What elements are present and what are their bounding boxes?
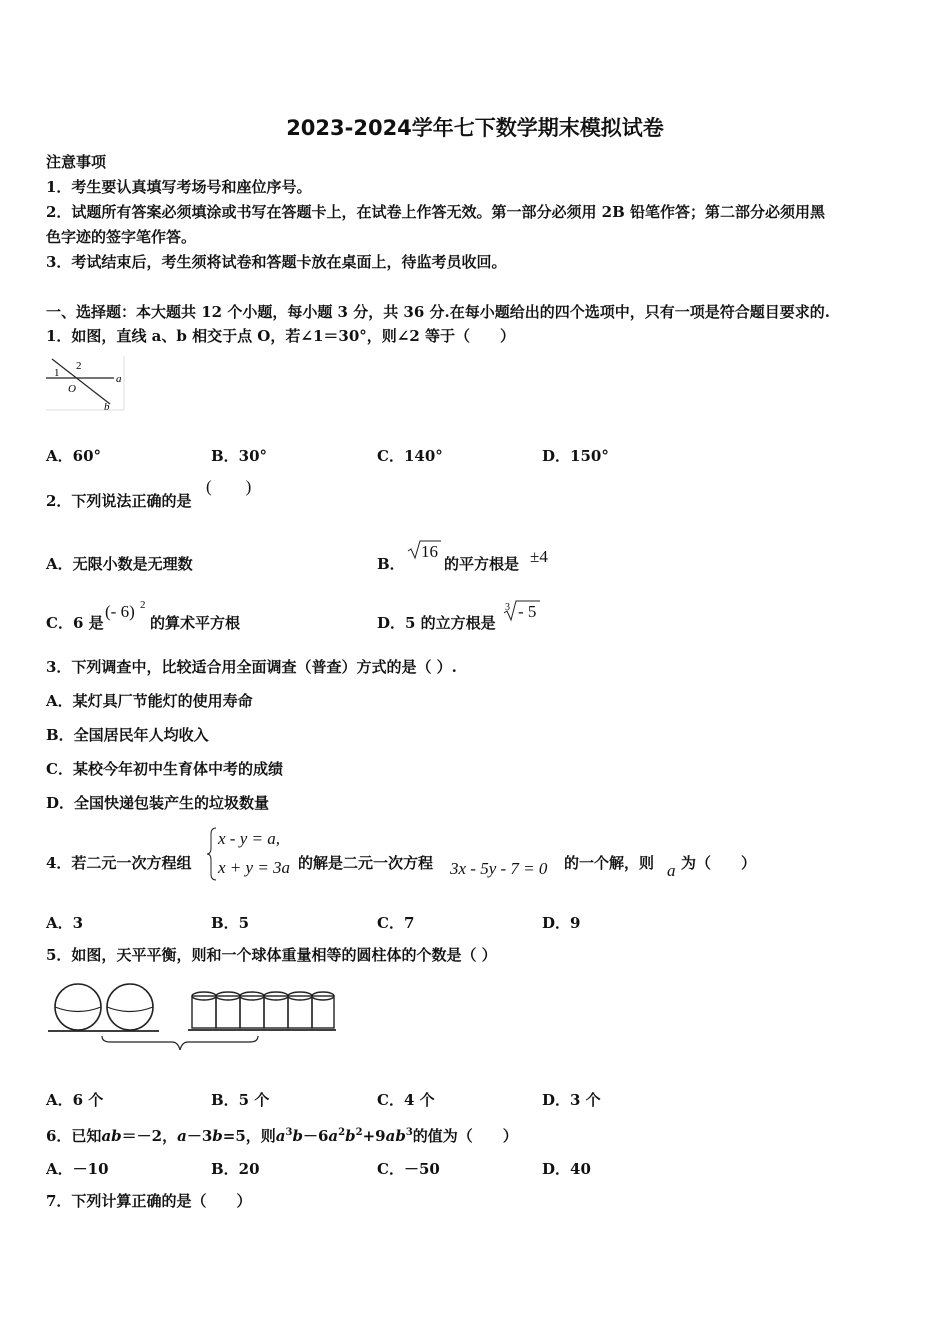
label-o: O xyxy=(68,383,76,395)
q3-option-a: A．某灯具厂节能灯的使用寿命 xyxy=(46,692,253,710)
page-title: 2023-2024学年七下数学期末模拟试卷 xyxy=(286,116,664,140)
label-a: a xyxy=(116,373,122,385)
cylinder-icon xyxy=(312,996,334,1028)
q5-option-b: B．5 个 xyxy=(211,1091,270,1109)
label-2: 2 xyxy=(76,360,82,372)
q5-option-c: C．4 个 xyxy=(377,1091,435,1109)
q2-c-exponent: 2 xyxy=(140,599,146,611)
q1-option-b: B．30° xyxy=(211,447,268,465)
system-brace xyxy=(206,826,218,882)
cylinder-icon xyxy=(288,996,312,1028)
q4-post: 的一个解，则 xyxy=(564,854,655,872)
q2-option-d: D．5 的立方根是 xyxy=(377,614,496,632)
cylinders xyxy=(192,992,334,1028)
q1-option-c: C．140° xyxy=(377,447,443,465)
question-1-stem: 1．如图，直线 a、b 相交于点 O，若∠1＝30°，则∠2 等于（ ） xyxy=(46,327,515,345)
notice-heading: 注意事项 xyxy=(46,153,107,171)
q4-variable: a xyxy=(667,861,676,880)
q2-d-index: 3 xyxy=(505,602,510,613)
q5-option-a: A．6 个 xyxy=(46,1091,104,1109)
q6-option-d: D．40 xyxy=(542,1160,591,1178)
question-2-paren: ( ) xyxy=(206,477,252,496)
label-1: 1 xyxy=(54,367,60,379)
q2-b-value: ±4 xyxy=(530,547,548,566)
q2-option-c: C．6 是 xyxy=(46,614,104,632)
cylinder-icon xyxy=(216,996,240,1028)
q3-option-c: C．某校今年初中生育体中考的成绩 xyxy=(46,760,283,778)
q6-option-a: A．－10 xyxy=(46,1160,109,1178)
q1-option-a: A．60° xyxy=(46,447,102,465)
question-7-stem: 7．下列计算正确的是（ ） xyxy=(46,1192,252,1210)
label-b: b xyxy=(104,401,110,412)
section-heading: 一、选择题：本大题共 12 个小题，每小题 3 分，共 36 分.在每小题给出的四个选项中，只有一项是符合题目要求的. xyxy=(46,303,830,321)
notice-item: 1．考生要认真填写考场号和座位序号。 xyxy=(46,178,312,196)
sphere-icon xyxy=(107,984,153,1030)
q4-equation-1: x - y = a, xyxy=(218,829,280,848)
q3-option-b: B．全国居民年人均收入 xyxy=(46,726,209,744)
q2-c-base: (- 6) xyxy=(105,602,135,621)
q1-option-d: D．150° xyxy=(542,447,609,465)
sphere-icon xyxy=(55,984,101,1030)
q2-d-radicand: - 5 xyxy=(518,602,537,621)
notice-item: 3．考试结束后，考生须将试卷和答题卡放在桌面上，待监考员收回。 xyxy=(46,253,507,271)
q2-c-text: 的算术平方根 xyxy=(150,614,241,632)
balance-figure xyxy=(44,982,338,1054)
cylinder-icon xyxy=(264,996,288,1028)
question-3-stem: 3．下列调查中，比较适合用全面调查（普查）方式的是（ ）. xyxy=(46,658,457,676)
q4-mid: 的解是二元一次方程 xyxy=(298,854,434,872)
q4-option-c: C．7 xyxy=(377,914,415,932)
q6-option-b: B．20 xyxy=(211,1160,260,1178)
q2-option-b: B． xyxy=(377,555,405,573)
q4-option-d: D．9 xyxy=(542,914,581,932)
q2-b-text: 的平方根是 xyxy=(444,555,520,573)
question-6-stem: 6．已知ab＝－2，a－3b=5，则$a^3b-6a^2b^2+9ab^3$的值为（ ） xyxy=(46,1127,518,1145)
notice-item: 色字迹的签字笔作答。 xyxy=(46,228,197,246)
cylinder-icon xyxy=(240,996,264,1028)
notice-item: 2．试题所有答案必须填涂或书写在答题卡上，在试卷上作答无效。第一部分必须用 2B 铅笔作答；第二部分必须用黑 xyxy=(46,203,826,221)
question-5-stem: 5．如图，天平平衡，则和一个球体重量相等的圆柱体的个数是（ ） xyxy=(46,946,497,964)
cylinder-icon xyxy=(192,996,216,1028)
q2-option-a: A．无限小数是无理数 xyxy=(46,555,193,573)
q2-b-radicand: 16 xyxy=(421,542,438,561)
q4-post-2: 为（ ） xyxy=(681,854,757,872)
q1-figure xyxy=(44,354,128,412)
question-4-pre: 4．若二元一次方程组 xyxy=(46,854,192,872)
q4-equation-3: 3x - 5y - 7 = 0 xyxy=(450,859,548,878)
q6-option-c: C．－50 xyxy=(377,1160,440,1178)
q4-option-b: B．5 xyxy=(211,914,250,932)
q4-equation-2: x + y = 3a xyxy=(218,858,291,877)
q5-option-d: D．3 个 xyxy=(542,1091,601,1109)
q4-option-a: A．3 xyxy=(46,914,84,932)
question-2-stem: 2．下列说法正确的是 xyxy=(46,492,192,510)
q3-option-d: D．全国快递包装产生的垃圾数量 xyxy=(46,794,270,812)
